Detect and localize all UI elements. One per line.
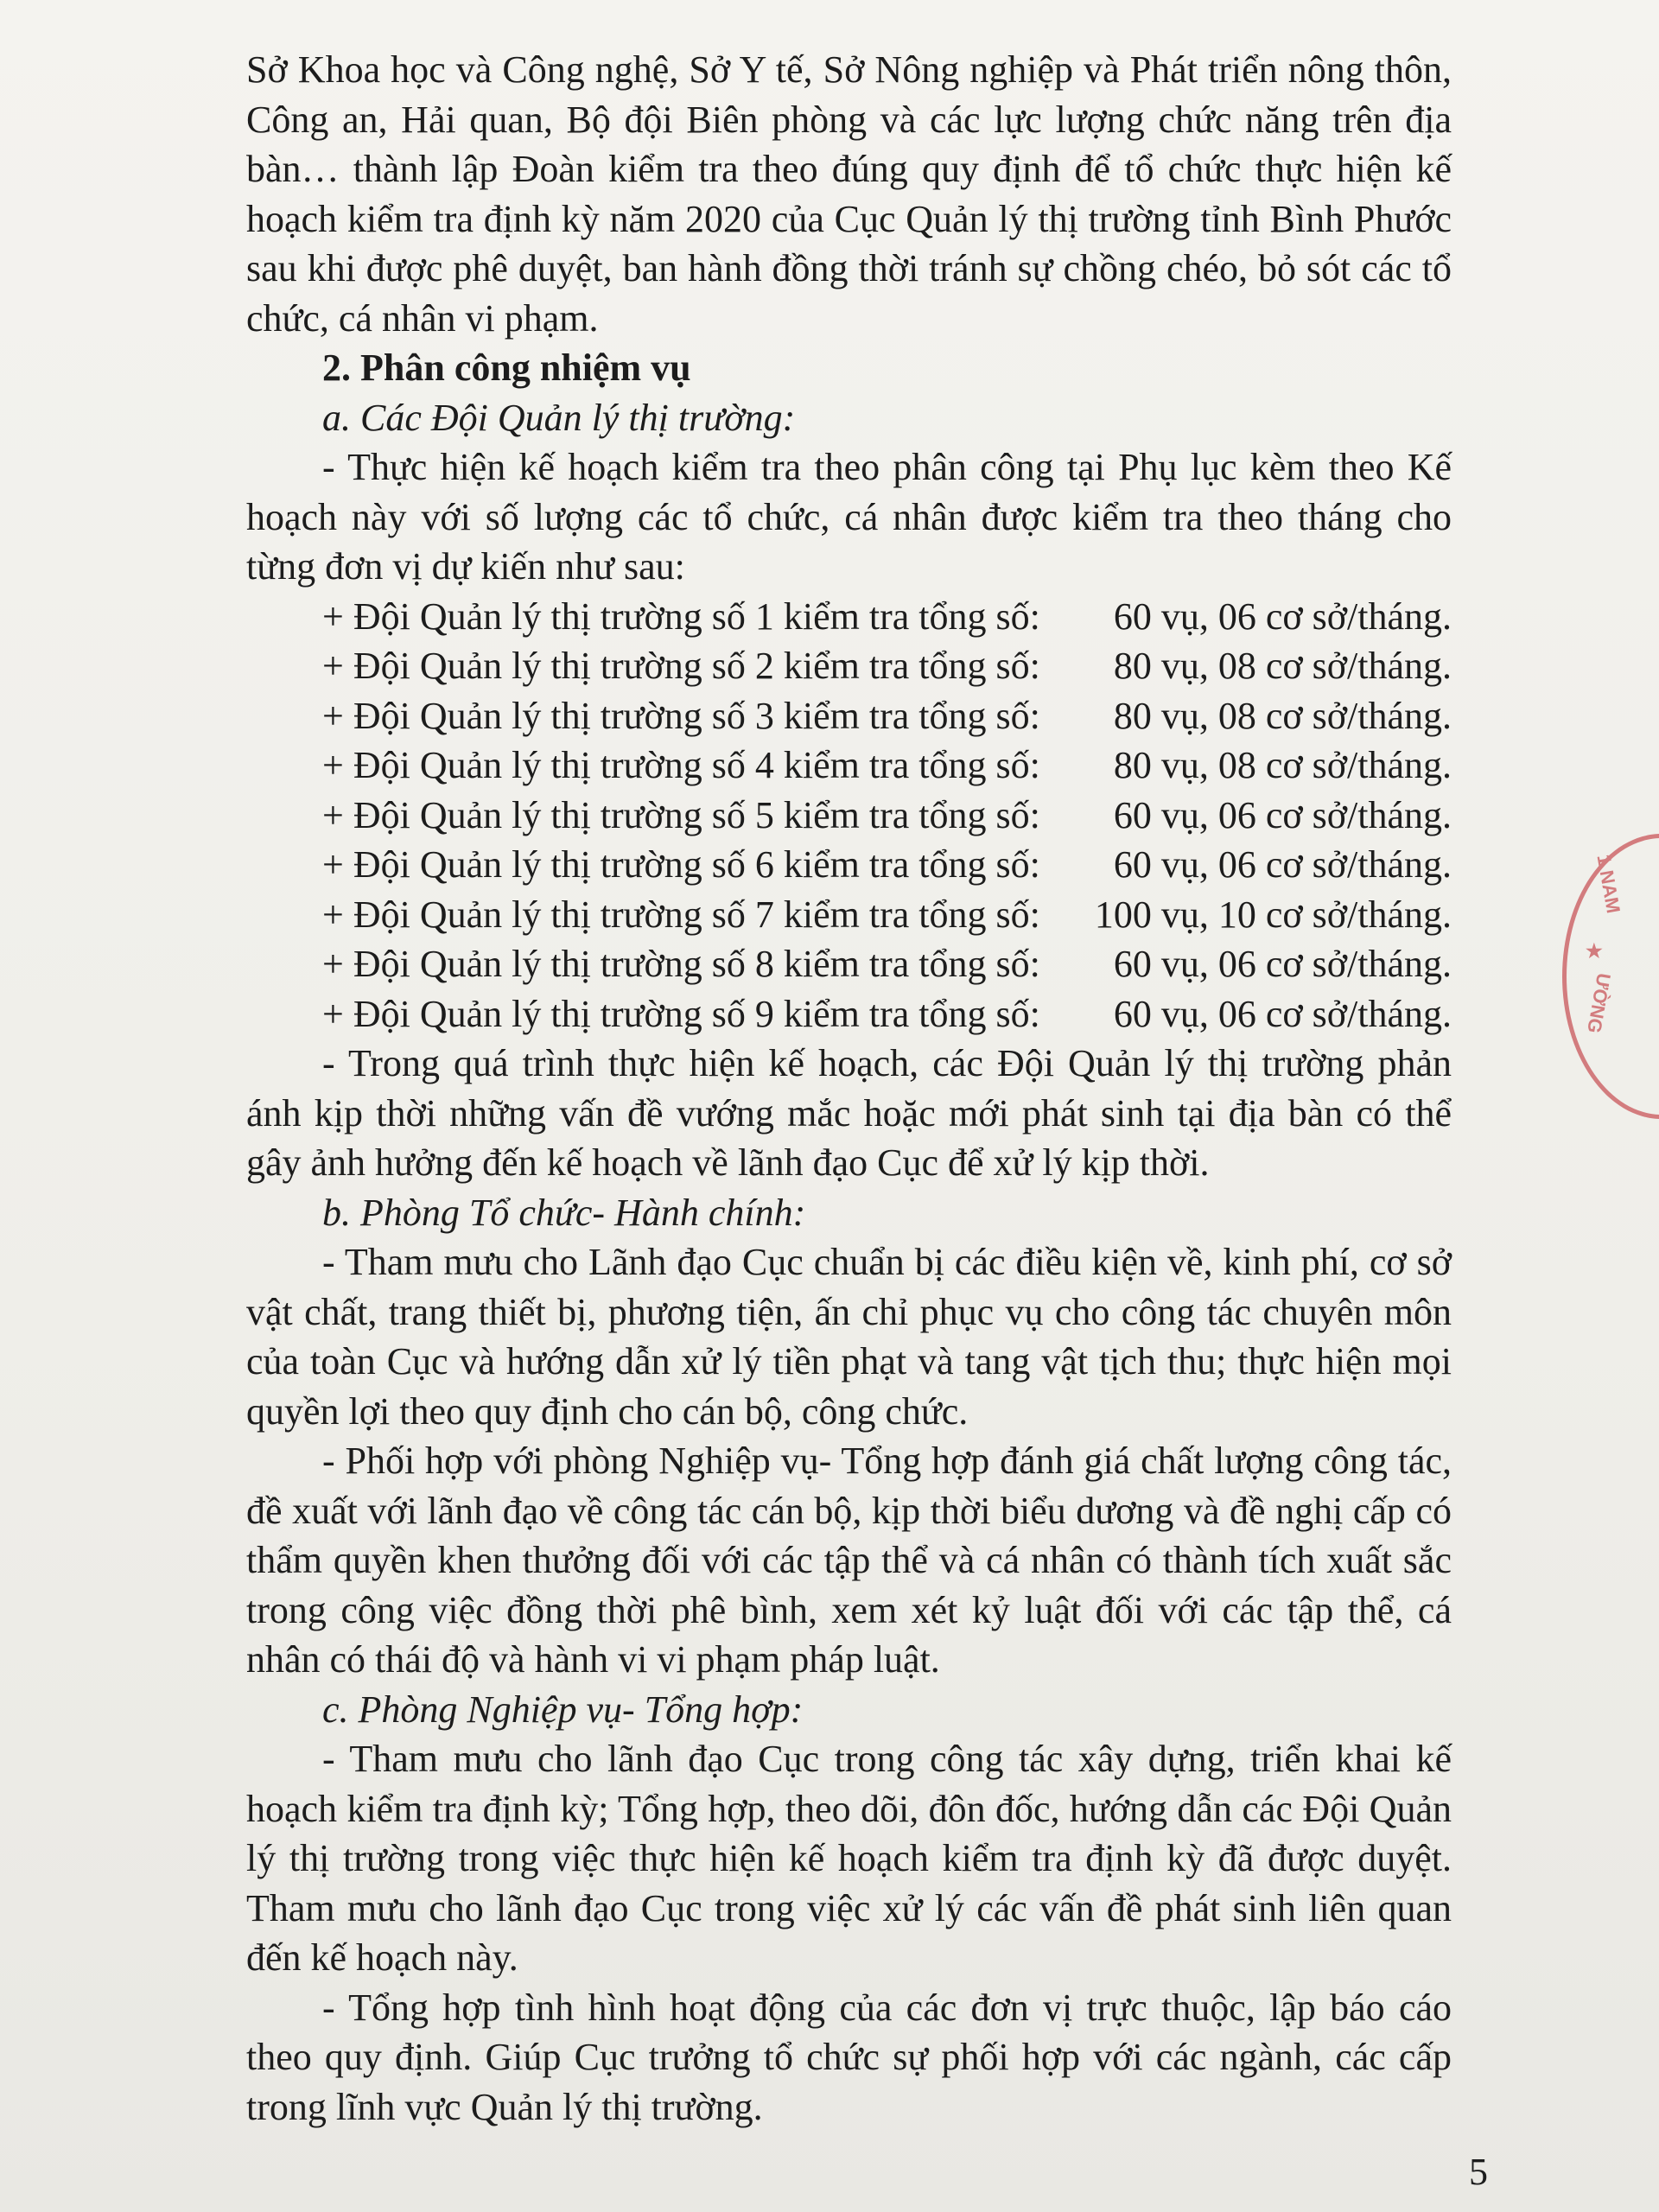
quota-detail: vụ, 06 cơ sở/tháng. xyxy=(1151,793,1452,836)
quota-cases: 80 xyxy=(1113,744,1152,786)
stamp-text-bottom: ƯỜNG xyxy=(1583,971,1615,1035)
subsection-c-paragraph-2: - Tổng hợp tình hình hoạt động của các đơn vị trực thuộc, lập báo cáo theo quy định. Giúp Cục trưởng tổ chức sự phối hợp với các ngành, các cấp trong lĩnh vực Quản lý thị trường. xyxy=(246,1986,1452,2128)
page-number: 5 xyxy=(1469,2151,1488,2193)
subsection-b-heading: b. Phòng Tổ chức- Hành chính: xyxy=(322,1191,806,1234)
quota-detail: vụ, 08 cơ sở/tháng. xyxy=(1151,744,1452,786)
quota-row xyxy=(246,641,1452,691)
quota-team-label: + Đội Quản lý thị trường số 9 kiểm tra tổng số: xyxy=(322,992,1040,1035)
quota-cases: 60 xyxy=(1113,943,1152,985)
subsection-a-heading: a. Các Đội Quản lý thị trường: xyxy=(322,396,796,439)
subsection-c-heading: c. Phòng Nghiệp vụ- Tổng hợp: xyxy=(322,1688,804,1731)
subsection-b-paragraph-1: - Tham mưu cho Lãnh đạo Cục chuẩn bị các điều kiện về, kinh phí, cơ sở vật chất, trang thiết bị, phương tiện, ấn chỉ phục vụ cho công tác chuyên môn của toàn Cục và hướng dẫn xử lý tiền phạt và tang vật tịch thu; thực hiện mọi quyền lợi theo quy định cho cán bộ, công chức. xyxy=(246,1241,1452,1433)
quota-detail: vụ, 08 cơ sở/tháng. xyxy=(1151,645,1452,687)
quota-cases: 100 xyxy=(1094,893,1152,936)
quota-row xyxy=(246,890,1452,940)
quota-row xyxy=(246,939,1452,989)
quota-team-label: + Đội Quản lý thị trường số 2 kiểm tra tổng số: xyxy=(322,645,1040,687)
quota-row xyxy=(246,741,1452,791)
quota-row xyxy=(246,840,1452,890)
quota-team-label: + Đội Quản lý thị trường số 4 kiểm tra tổng số: xyxy=(322,744,1040,786)
quota-detail: vụ, 06 cơ sở/tháng. xyxy=(1151,992,1452,1035)
quota-cases: 60 xyxy=(1113,793,1152,836)
red-seal-stamp xyxy=(1562,834,1659,1119)
quota-row xyxy=(246,691,1452,741)
quota-team-label: + Đội Quản lý thị trường số 6 kiểm tra tổng số: xyxy=(322,843,1040,886)
quota-detail: vụ, 06 cơ sở/tháng. xyxy=(1151,594,1452,638)
quota-cases: 60 xyxy=(1113,594,1152,638)
intro-paragraph: Sở Khoa học và Công nghệ, Sở Y tế, Sở Nông nghiệp và Phát triển nông thôn, Công an, Hải quan, Bộ đội Biên phòng và các lực lượng chức năng trên địa bàn… thành lập Đoàn kiểm tra theo đúng quy định để tổ chức thực hiện kế hoạch kiểm tra định kỳ năm 2020 của Cục Quản lý thị trường tỉnh Bình Phước sau khi được phê duyệt, ban hành đồng thời tránh sự chồng chéo, bỏ sót các tổ chức, cá nhân vi phạm. xyxy=(246,48,1452,340)
quota-team-label: + Đội Quản lý thị trường số 8 kiểm tra tổng số: xyxy=(322,943,1040,985)
quota-team-label: + Đội Quản lý thị trường số 7 kiểm tra tổng số: xyxy=(322,893,1040,936)
quota-detail: vụ, 06 cơ sở/tháng. xyxy=(1151,943,1452,985)
quota-row xyxy=(246,989,1452,1039)
quota-team-label: + Đội Quản lý thị trường số 3 kiểm tra tổng số: xyxy=(322,694,1040,737)
document-body xyxy=(246,45,1452,2132)
quota-team-label: + Đội Quản lý thị trường số 1 kiểm tra tổng số: xyxy=(322,594,1040,638)
quota-detail: vụ, 08 cơ sở/tháng. xyxy=(1151,694,1452,737)
subsection-b-paragraph-2: - Phối hợp với phòng Nghiệp vụ- Tổng hợp đánh giá chất lượng công tác, đề xuất với lãnh đạo về công tác cán bộ, kịp thời biểu dương và đề nghị cấp có thẩm quyền khen thưởng đối với các tập thể và cá nhân có thành tích xuất sắc trong công việc đồng thời phê bình, xem xét kỷ luật đối với các tập thể, cá nhân có thái độ và hành vi vi phạm pháp luật. xyxy=(246,1440,1452,1681)
quota-detail: vụ, 10 cơ sở/tháng. xyxy=(1151,893,1452,936)
quota-detail: vụ, 06 cơ sở/tháng. xyxy=(1151,843,1452,886)
quota-cases: 60 xyxy=(1113,843,1152,886)
subsection-c-paragraph-1: - Tham mưu cho lãnh đạo Cục trong công tác xây dựng, triển khai kế hoạch kiểm tra định kỳ; Tổng hợp, theo dõi, đôn đốc, hướng dẫn các Đội Quản lý thị trường trong việc thực hiện kế hoạch kiểm tra định kỳ đã được duyệt. Tham mưu cho lãnh đạo Cục trong việc xử lý các vấn đề phát sinh liên quan đến kế hoạch này. xyxy=(246,1738,1452,1979)
quota-cases: 80 xyxy=(1113,694,1152,737)
subsection-a-paragraph-1: - Thực hiện kế hoạch kiểm tra theo phân công tại Phụ lục kèm theo Kế hoạch này với số lượng các tổ chức, cá nhân được kiểm tra theo tháng cho từng đơn vị dự kiến như sau: xyxy=(246,446,1452,588)
quota-row xyxy=(246,791,1452,841)
quota-cases: 60 xyxy=(1113,992,1152,1035)
quota-row xyxy=(246,592,1452,642)
quota-cases: 80 xyxy=(1113,645,1152,687)
stamp-text-top: 1 NAM xyxy=(1592,853,1624,915)
stamp-star-icon: ★ xyxy=(1586,940,1603,962)
subsection-a-paragraph-2: - Trong quá trình thực hiện kế hoạch, các Đội Quản lý thị trường phản ánh kịp thời những vấn đề vướng mắc hoặc mới phát sinh tại địa bàn có thể gây ảnh hưởng đến kế hoạch về lãnh đạo Cục để xử lý kịp thời. xyxy=(246,1042,1452,1184)
quota-list xyxy=(246,592,1452,1039)
quota-team-label: + Đội Quản lý thị trường số 5 kiểm tra tổng số: xyxy=(322,793,1040,836)
section-heading: 2. Phân công nhiệm vụ xyxy=(322,346,691,389)
